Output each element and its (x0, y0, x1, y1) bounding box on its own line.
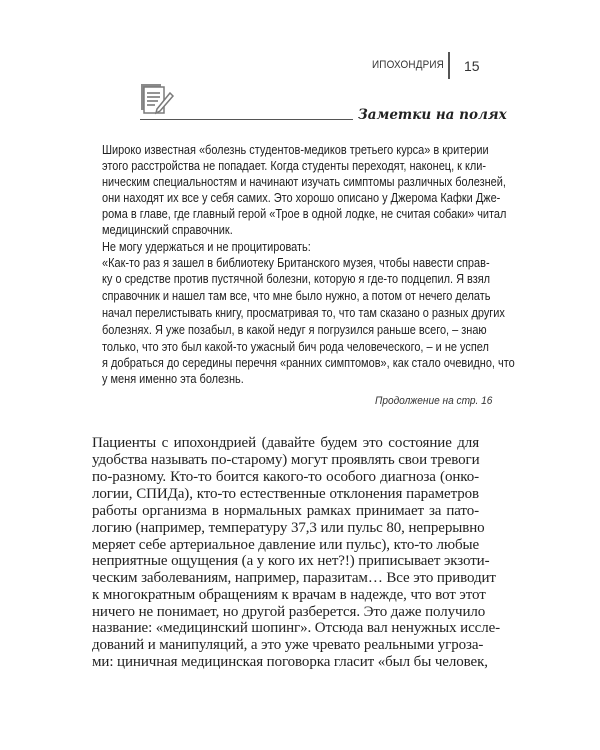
sidebar-line: «Как-то раз я зашел в библиотеку Британского музея, чтобы навести справ- (102, 256, 490, 270)
sidebar-line: они находят их все у себя самих. Это хорошо описано у Джерома Кафки Дже- (102, 191, 501, 205)
body-line: по-разному. Кто-то боится какого-то особого диагноза (онко- (92, 469, 479, 485)
continuation-note: Продолжение на стр. 16 (375, 395, 493, 407)
sidebar-line: рома в главе, где главный герой «Трое в одной лодке, не считая собаки» читал (102, 207, 507, 221)
sidebar-line: ническим специальностям и начинают изучать симптомы различных болезней, (102, 175, 506, 189)
sidebar-line: Широко известная «болезнь студентов-медиков третьего курса» в критерии (102, 143, 489, 157)
sidebar-line: этого расстройства не попадает. Когда студенты переходят, наконец, к кли- (102, 159, 487, 173)
sidebar-title: Заметки на полях (358, 107, 507, 123)
body-line: название: «медицинский шопинг». Отсюда вал ненужных иссле- (92, 620, 501, 636)
sidebar-line: начал перелистывать книгу, просматривая то, что там сказано о разных других (102, 306, 505, 320)
sidebar-line: болезнях. Я уже позабыл, в какой недуг я погрузился раньше всего, – знаю (102, 323, 487, 337)
sidebar-line: медицинский справочник. (102, 223, 233, 237)
page-number: 15 (464, 58, 480, 74)
body-line: логию (например, температуру 37,3 или пульс 80, непрерывно (92, 520, 485, 536)
body-line: Пациенты с ипохондрией (давайте будем это состояние для (92, 435, 479, 451)
sidebar-line: только, что это был какой-то ужасный бич рода человеческого, – и не успел (102, 340, 489, 354)
body-line: ми: циничная медицинская поговорка гласит «был бы человек, (92, 654, 488, 670)
body-line: ничего не понимает, но другой разберется. Это даже получило (92, 604, 486, 620)
sidebar-line: у меня именно эта болезнь. (102, 372, 244, 386)
sidebar-line: я добраться до середины перечня «ранних симптомов», как стало очевидно, что (102, 356, 515, 370)
body-line: работы организма в нормальных рамках принимает за пато- (92, 503, 479, 519)
notes-pencil-icon (140, 83, 174, 117)
body-line: неприятные ощущения (а у кого их нет?!) приписывает экзоти- (92, 553, 490, 569)
running-head: ИПОХОНДРИЯ (372, 59, 444, 71)
header-divider (448, 52, 450, 79)
body-line: ческим заболеваниям, например, паразитам… Все это приводит (92, 570, 496, 586)
sidebar-line: справочник и нашел там все, что мне было нужно, а потом от нечего делать (102, 289, 491, 303)
sidebar-line: ку о средстве против пустячной болезни, которую я где-то подцепил. Я взял (102, 272, 491, 286)
body-line: логии, СПИДа), кто-то естественные отклонения параметров (92, 486, 479, 502)
sidebar-line: Не могу удержаться и не процитировать: (102, 240, 311, 254)
body-line: меряет себе артериальное давление или пульс), кто-то любые (92, 537, 480, 553)
sidebar-title-rule (140, 119, 353, 120)
body-line: к многократным обращениям к врачам в надежде, что вот этот (92, 587, 486, 603)
body-line: дований и манипуляций, а это уже чревато реальными угроза- (92, 637, 484, 653)
body-line: удобства называть по-старому) могут проявлять свои тревоги (92, 452, 480, 468)
